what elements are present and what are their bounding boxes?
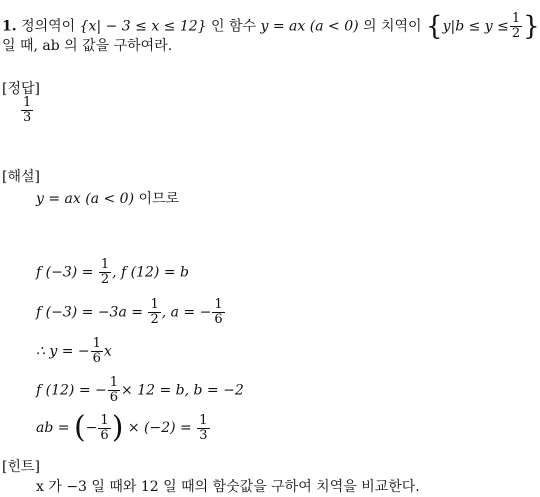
problem-text-a: 정의역이 (21, 18, 76, 35)
equation-1: f (−3) = $\frac{1}{2}$ , f (12) = b (36, 257, 189, 287)
equation-3: ∴ y = − $\frac{1}{6}$ x (36, 336, 112, 366)
range-fraction: $\frac{1}{2}$ (511, 11, 521, 41)
problem-number: 1. (2, 18, 17, 35)
range-brace-close: } (523, 11, 540, 42)
paren-close: ) (111, 410, 124, 445)
problem-line-2-text: 일 때, ab 의 값을 구하여라. (2, 38, 173, 54)
eq3-fraction: $\frac{1}{6}$ (92, 336, 101, 366)
function-expr: y = ax (a < 0) (260, 18, 359, 35)
problem-text-c: 의 치역이 (363, 18, 422, 35)
eq5-fraction-1: $\frac{1}{6}$ (100, 412, 109, 443)
answer-value (20, 96, 34, 125)
equation-5: ab = (− $\frac{1}{6}$ ) × (−2) = $\frac{1}{3}$ (36, 410, 208, 445)
eq4-fraction: $\frac{1}{6}$ (109, 375, 119, 405)
hint-label: [힌트] (2, 459, 40, 475)
eq2-fraction-1: $\frac{1}{2}$ (150, 297, 159, 327)
problem-line-2 (2, 37, 172, 55)
equation-2: f (−3) = −3a = $\frac{1}{2}$ , a = − $\frac{1}{6}$ (36, 297, 223, 327)
paren-open: ( (73, 410, 86, 445)
range-brace-open: { (426, 11, 443, 42)
answer-fraction: $\frac{1}{3}$ (23, 95, 32, 125)
solution-intro-math: y = ax (a < 0) (36, 191, 135, 207)
equation-4: f (12) = − $\frac{1}{6}$ × 12 = b, b = −2 (36, 375, 244, 405)
solution-intro (36, 190, 179, 208)
range-set: y|b ≤ y ≤ (442, 18, 509, 35)
domain-set: {x| − 3 ≤ x ≤ 12} (79, 18, 207, 35)
solution-label: [해설] (2, 169, 40, 185)
eq1-fraction: $\frac{1}{2}$ (100, 257, 110, 287)
eq5-fraction-2: $\frac{1}{3}$ (199, 412, 208, 443)
hint-text: x 가 −3 일 때와 12 일 때의 함숫값을 구하여 치역을 비교한다. (36, 479, 420, 495)
solution-intro-text: 이므로 (138, 191, 180, 207)
eq2-fraction-2: $\frac{1}{6}$ (214, 297, 223, 327)
problem-text-b: 인 함수 (211, 18, 257, 35)
answer-label: [정답] (2, 81, 40, 97)
